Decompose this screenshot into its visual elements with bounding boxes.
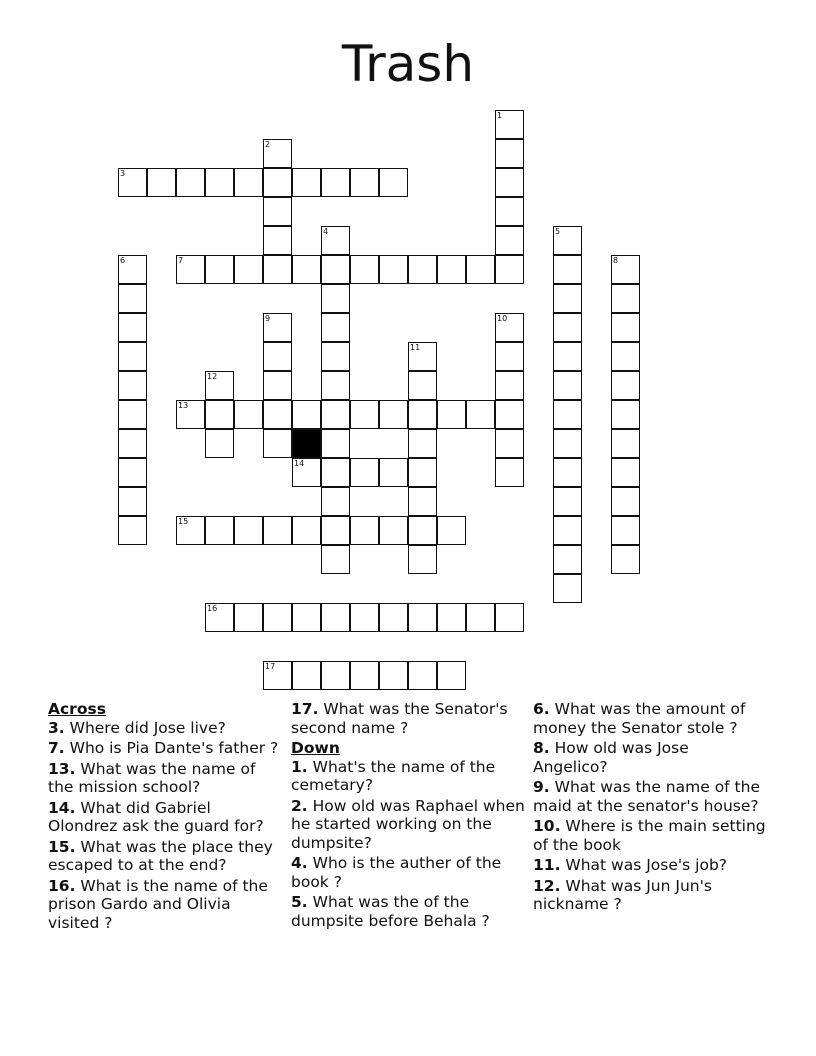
grid-cell[interactable]	[321, 400, 350, 429]
grid-cell[interactable]	[263, 661, 292, 690]
grid-cell[interactable]	[611, 313, 640, 342]
grid-cell[interactable]	[263, 197, 292, 226]
grid-cell[interactable]	[495, 255, 524, 284]
clue-item-number: 6.	[533, 700, 550, 718]
grid-cell[interactable]	[611, 545, 640, 574]
grid-cell[interactable]	[205, 400, 234, 429]
grid-cell[interactable]	[292, 458, 321, 487]
grid-cell[interactable]	[408, 371, 437, 400]
grid-cell[interactable]	[495, 226, 524, 255]
clue-item-text: What's the name of the cemetary?	[291, 757, 496, 794]
clue-number: 5	[555, 227, 561, 236]
grid-cell[interactable]	[466, 603, 495, 632]
grid-cell[interactable]	[495, 313, 524, 342]
grid-cell[interactable]	[205, 168, 234, 197]
grid-cell[interactable]	[553, 429, 582, 458]
clue-item	[48, 739, 283, 758]
grid-cell[interactable]	[408, 342, 437, 371]
grid-cell[interactable]	[205, 255, 234, 284]
grid-cell[interactable]	[321, 226, 350, 255]
clue-item-number: 13.	[48, 759, 76, 778]
grid-cell[interactable]	[379, 255, 408, 284]
grid-cell[interactable]	[611, 342, 640, 371]
grid-cell[interactable]	[147, 168, 176, 197]
grid-cell[interactable]	[437, 255, 466, 284]
grid-cell[interactable]	[263, 342, 292, 371]
clue-number: 14	[294, 459, 305, 468]
grid-cell[interactable]	[495, 110, 524, 139]
clue-item-text: What was Jun Jun's nickname ?	[533, 876, 712, 913]
clue-item	[291, 854, 526, 891]
grid-cell[interactable]	[321, 342, 350, 371]
grid-cell[interactable]	[321, 255, 350, 284]
grid-cell[interactable]	[350, 516, 379, 545]
grid-cell[interactable]	[495, 342, 524, 371]
grid-cell[interactable]	[495, 168, 524, 197]
grid-cell[interactable]	[408, 400, 437, 429]
grid-cell[interactable]	[321, 168, 350, 197]
grid-cell[interactable]	[611, 284, 640, 313]
clue-item-number: 8.	[533, 739, 550, 757]
grid-cell[interactable]	[118, 458, 147, 487]
clue-number: 15	[178, 517, 189, 526]
grid-cell[interactable]	[321, 661, 350, 690]
grid-cell[interactable]	[321, 458, 350, 487]
clue-item	[291, 893, 526, 930]
grid-cell[interactable]	[466, 255, 495, 284]
clue-item-number: 17.	[291, 700, 319, 718]
grid-cell[interactable]	[205, 603, 234, 632]
grid-cell[interactable]	[263, 255, 292, 284]
grid-cell[interactable]	[292, 516, 321, 545]
grid-cell[interactable]	[350, 168, 379, 197]
grid-cell[interactable]	[611, 458, 640, 487]
grid-cell[interactable]	[495, 197, 524, 226]
clue-number: 10	[497, 314, 508, 323]
clues-column-3	[533, 700, 768, 916]
clue-item	[533, 739, 768, 776]
grid-cell[interactable]	[495, 458, 524, 487]
clue-item-text: How old was Jose Angelico?	[533, 739, 689, 776]
clue-item-number: 1.	[291, 757, 308, 776]
grid-cell[interactable]	[553, 545, 582, 574]
grid-cell[interactable]	[263, 313, 292, 342]
grid-cell[interactable]	[350, 400, 379, 429]
grid-cell[interactable]	[611, 371, 640, 400]
clue-item-text: What was the amount of money the Senator stole ?	[533, 700, 746, 737]
grid-cell[interactable]	[379, 458, 408, 487]
clues-column-1	[48, 700, 283, 934]
grid-cell[interactable]	[292, 255, 321, 284]
clue-number: 6	[120, 256, 126, 265]
grid-cell[interactable]	[118, 313, 147, 342]
clue-number: 13	[178, 401, 189, 410]
grid-cell[interactable]	[611, 429, 640, 458]
grid-cell[interactable]	[234, 168, 263, 197]
grid-cell[interactable]	[379, 168, 408, 197]
grid-cell[interactable]	[553, 574, 582, 603]
grid-cell[interactable]	[263, 516, 292, 545]
grid-cell[interactable]	[553, 458, 582, 487]
grid-cell[interactable]	[292, 400, 321, 429]
grid-cell[interactable]	[553, 226, 582, 255]
grid-cell[interactable]	[350, 255, 379, 284]
clue-number: 11	[410, 343, 421, 352]
clue-item	[533, 877, 768, 914]
grid-cell[interactable]	[292, 168, 321, 197]
grid-cell[interactable]	[553, 255, 582, 284]
grid-cell[interactable]	[408, 545, 437, 574]
grid-cell[interactable]	[118, 284, 147, 313]
grid-cell[interactable]	[379, 400, 408, 429]
grid-cell[interactable]	[205, 516, 234, 545]
clue-item-text: Who is the auther of the book ?	[291, 854, 502, 891]
clue-item	[48, 719, 283, 738]
grid-cell[interactable]	[350, 661, 379, 690]
grid-cell[interactable]	[321, 487, 350, 516]
clue-item-number: 12.	[533, 876, 561, 895]
clue-item	[533, 817, 768, 854]
clue-item-text: What was the name of the maid at the senator's house?	[533, 778, 760, 815]
clue-item-number: 11.	[533, 856, 561, 874]
clue-item-text: What was Jose's job?	[560, 856, 728, 874]
grid-cell[interactable]	[321, 545, 350, 574]
grid-cell[interactable]	[553, 371, 582, 400]
grid-cell[interactable]	[234, 400, 263, 429]
grid-cell[interactable]	[553, 284, 582, 313]
clue-item-number: 14.	[48, 798, 76, 817]
grid-cell[interactable]	[495, 371, 524, 400]
grid-cell[interactable]	[495, 139, 524, 168]
clue-number: 4	[323, 227, 329, 236]
clue-item-number: 15.	[48, 837, 76, 856]
grid-cell[interactable]	[408, 458, 437, 487]
clue-item	[48, 838, 283, 875]
grid-cell[interactable]	[292, 661, 321, 690]
clue-item-number: 2.	[291, 796, 308, 815]
grid-cell[interactable]	[408, 429, 437, 458]
grid-cell[interactable]	[553, 487, 582, 516]
clue-item-text: Who is Pia Dante's father ?	[64, 739, 279, 757]
grid-cell[interactable]	[118, 255, 147, 284]
grid-cell[interactable]	[263, 400, 292, 429]
clue-item-text: What did Gabriel Olondrez ask the guard for?	[48, 798, 264, 835]
grid-cell[interactable]	[118, 371, 147, 400]
grid-cell[interactable]	[408, 516, 437, 545]
grid-cell[interactable]	[350, 603, 379, 632]
grid-cell[interactable]	[321, 371, 350, 400]
grid-cell[interactable]	[495, 429, 524, 458]
grid-cell[interactable]	[611, 516, 640, 545]
grid-cell[interactable]	[437, 400, 466, 429]
clue-number: 8	[613, 256, 619, 265]
clue-item	[533, 856, 768, 875]
clue-number: 3	[120, 169, 126, 178]
grid-cell[interactable]	[466, 400, 495, 429]
grid-cell[interactable]	[263, 168, 292, 197]
grid-cell[interactable]	[321, 516, 350, 545]
clue-item-number: 7.	[48, 739, 65, 757]
grid-cell[interactable]	[176, 168, 205, 197]
grid-cell[interactable]	[611, 400, 640, 429]
grid-cell[interactable]	[408, 661, 437, 690]
clue-item	[291, 797, 526, 853]
clue-item	[48, 799, 283, 836]
grid-cell[interactable]	[611, 487, 640, 516]
grid-cell[interactable]	[118, 168, 147, 197]
grid-cell[interactable]	[234, 603, 263, 632]
grid-cell[interactable]	[408, 487, 437, 516]
clue-number: 1	[497, 111, 503, 120]
page-title: Trash	[341, 35, 475, 93]
grid-cell[interactable]	[611, 255, 640, 284]
grid-cell[interactable]	[118, 516, 147, 545]
clue-number: 7	[178, 256, 184, 265]
grid-cell[interactable]	[437, 661, 466, 690]
clue-item-text: What was the of the dumpsite before Behala ?	[291, 893, 490, 930]
clue-item-text: What is the name of the prison Gardo and Olivia visited ?	[48, 876, 268, 932]
clue-item-number: 3.	[48, 718, 65, 737]
grid-cell[interactable]	[437, 603, 466, 632]
grid-cell[interactable]	[118, 342, 147, 371]
grid-cell[interactable]	[118, 487, 147, 516]
grid-cell[interactable]	[437, 516, 466, 545]
grid-cell[interactable]	[553, 342, 582, 371]
grid-cell[interactable]	[379, 603, 408, 632]
grid-cell[interactable]	[495, 603, 524, 632]
clue-item-text: How old was Raphael when he started working on the dumpsite?	[291, 796, 525, 852]
grid-cell[interactable]	[263, 139, 292, 168]
grid-cell[interactable]	[553, 313, 582, 342]
grid-cell[interactable]	[321, 313, 350, 342]
clue-item	[291, 700, 526, 737]
grid-cell[interactable]	[495, 400, 524, 429]
clue-item-number: 4.	[291, 854, 308, 872]
clue-item-number: 10.	[533, 817, 561, 835]
clue-item-text: What was the name of the mission school?	[48, 759, 256, 796]
grid-cell[interactable]	[263, 603, 292, 632]
grid-cell[interactable]	[205, 371, 234, 400]
grid-cell[interactable]	[321, 429, 350, 458]
grid-cell[interactable]	[176, 255, 205, 284]
grid-block	[292, 429, 321, 458]
clue-item-number: 5.	[291, 893, 308, 911]
grid-cell[interactable]	[263, 429, 292, 458]
clues-column-2	[291, 700, 526, 932]
clue-number: 16	[207, 604, 218, 613]
grid-cell[interactable]	[379, 661, 408, 690]
clue-number: 9	[265, 314, 271, 323]
clue-item-number: 16.	[48, 876, 76, 895]
grid-cell[interactable]	[553, 516, 582, 545]
clue-item	[48, 877, 283, 933]
clue-item	[533, 778, 768, 815]
clue-item-number: 9.	[533, 778, 550, 796]
clue-item-text: What was the place they escaped to at the end?	[48, 837, 273, 874]
grid-cell[interactable]	[118, 429, 147, 458]
grid-cell[interactable]	[234, 516, 263, 545]
clue-number: 12	[207, 372, 218, 381]
grid-cell[interactable]	[408, 255, 437, 284]
grid-cell[interactable]	[176, 400, 205, 429]
clue-item	[291, 758, 526, 795]
grid-cell[interactable]	[553, 400, 582, 429]
grid-cell[interactable]	[205, 429, 234, 458]
grid-cell[interactable]	[263, 226, 292, 255]
grid-cell[interactable]	[408, 603, 437, 632]
clue-number: 17	[265, 662, 276, 671]
grid-cell[interactable]	[263, 371, 292, 400]
grid-cell[interactable]	[234, 255, 263, 284]
clue-item-text: Where is the main setting of the book	[533, 817, 766, 854]
grid-cell[interactable]	[379, 516, 408, 545]
grid-cell[interactable]	[350, 458, 379, 487]
grid-cell[interactable]	[176, 516, 205, 545]
across-heading: Across	[48, 700, 106, 718]
clue-item-text: What was the Senator's second name ?	[291, 700, 508, 737]
grid-cell[interactable]	[321, 603, 350, 632]
grid-cell[interactable]	[118, 400, 147, 429]
clue-item	[533, 700, 768, 737]
down-heading: Down	[291, 739, 340, 757]
clue-item-text: Where did Jose live?	[64, 718, 226, 737]
grid-cell[interactable]	[292, 603, 321, 632]
clue-item	[48, 760, 283, 797]
clue-number: 2	[265, 140, 271, 149]
grid-cell[interactable]	[321, 284, 350, 313]
